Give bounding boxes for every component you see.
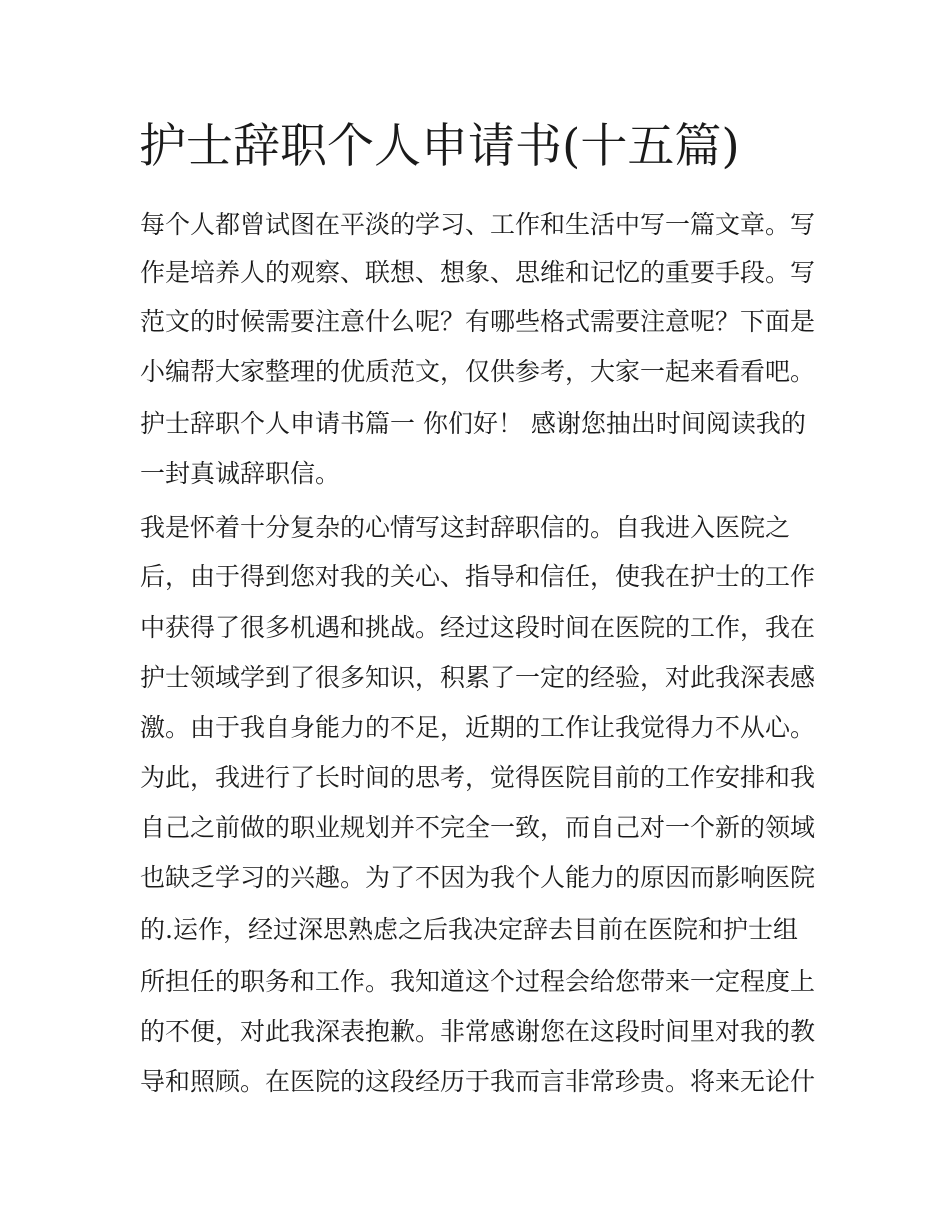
body-line: 作是培养人的观察、联想、想象、思维和记忆的重要手段。写: [140, 258, 816, 287]
body-line: 的.运作，经过深思熟虑之后我决定辞去目前在医院和护士组: [140, 915, 798, 944]
body-line: 我是怀着十分复杂的心情写这封辞职信的。自我进入医院之: [140, 513, 791, 542]
body-line: 激。由于我自身能力的不足，近期的工作让我觉得力不从心。: [140, 713, 816, 742]
body-line: 护士领域学到了很多知识，积累了一定的经验，对此我深表感: [140, 663, 816, 692]
body-line: 的不便，对此我深表抱歉。非常感谢您在这段时间里对我的教: [140, 1017, 816, 1046]
body-line: 自己之前做的职业规划并不完全一致，而自己对一个新的领域: [140, 813, 816, 842]
body-line: 中获得了很多机遇和挑战。经过这段时间在医院的工作，我在: [140, 613, 816, 642]
body-line: 小编帮大家整理的优质范文，仅供参考，大家一起来看看吧。: [140, 357, 816, 386]
body-line: 所担任的职务和工作。我知道这个过程会给您带来一定程度上: [140, 967, 816, 996]
body-line: 范文的时候需要注意什么呢？有哪些格式需要注意呢？下面是: [140, 307, 816, 336]
body-line: 每个人都曾试图在平淡的学习、工作和生活中写一篇文章。写: [140, 210, 816, 239]
body-line: 也缺乏学习的兴趣。为了不因为我个人能力的原因而影响医院: [140, 863, 816, 892]
body-line: 为此，我进行了长时间的思考，觉得医院目前的工作安排和我: [140, 763, 816, 792]
document-title: 护士辞职个人申请书(十五篇): [139, 119, 740, 174]
body-line: 导和照顾。在医院的这段经历于我而言非常珍贵。将来无论什: [140, 1067, 816, 1096]
body-line: 后，由于得到您对我的关心、指导和信任，使我在护士的工作: [140, 562, 816, 591]
body-line: 一封真诚辞职信。: [140, 459, 341, 488]
body-line: 护士辞职个人申请书篇一 你们好！ 感谢您抽出时间阅读我的: [140, 409, 806, 438]
